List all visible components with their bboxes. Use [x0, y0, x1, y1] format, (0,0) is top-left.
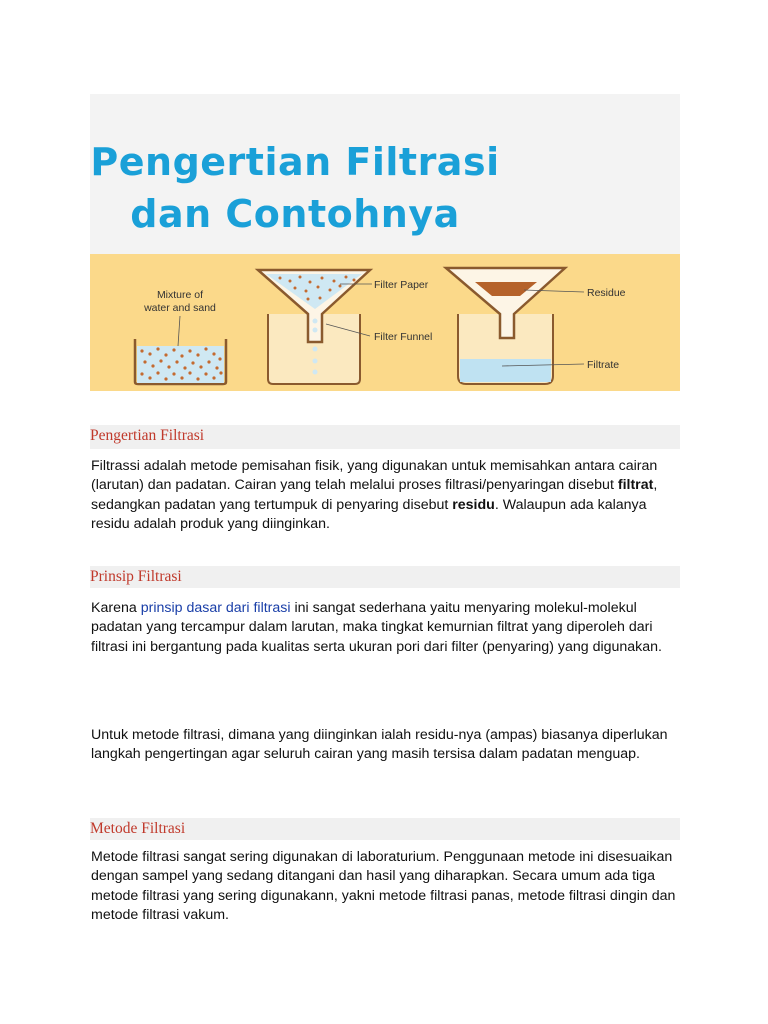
section-heading: Pengertian Filtrasi — [90, 427, 205, 444]
filtrate-label: Filtrate — [587, 359, 620, 371]
section-header-pengertian — [90, 425, 680, 449]
text-run: ini sangat sederhana yaitu menyaring molekul-molekul padatan yang tercampur dalam larutan, maka tingkat kemurnian filtrat yang diperoleh dari filtrasi ini bergantung pada kualitas serta ukuran pori dari filter (penyaring) yang digunakan. — [91, 600, 662, 655]
mixture-beaker — [135, 289, 226, 384]
section-heading: Prinsip Filtrasi — [90, 568, 182, 585]
residue-label: Residue — [587, 287, 626, 299]
filter-paper-label: Filter Paper — [374, 279, 429, 291]
text-run: , sedangkan padatan yang tertumpuk di penyaring disebut — [91, 477, 658, 513]
text-run: Karena — [91, 600, 141, 616]
section-header-metode — [90, 818, 680, 840]
filtration-illustration — [90, 254, 680, 391]
filtration-diagram — [90, 254, 680, 391]
paragraph-prinsip — [91, 599, 681, 657]
paragraph-prinsip-2: Untuk metode filtrasi, dimana yang diinginkan ialah residu-nya (ampas) biasanya diperlukan langkah pengertingan agar seluruh cairan yang masih tersisa dalam padatan menguap. — [91, 727, 668, 763]
banner-title-line-2: dan Contohnya — [130, 192, 460, 236]
bold-term-filtrat: filtrat — [617, 477, 654, 494]
text-run: Filtrassi adalah metode pemisahan fisik, yang digunakan untuk memisahkan antara cairan (larutan) dan padatan. Cairan yang telah melalui proses filtrasi/penyaringan disebut — [91, 458, 658, 494]
section-heading: Metode Filtrasi — [90, 820, 186, 837]
filter-funnel-label: Filter Funnel — [374, 331, 433, 343]
residue-filtrate-setup — [446, 268, 626, 384]
banner-image — [90, 94, 680, 391]
filter-funnel-setup — [258, 270, 432, 384]
prinsip-dasar-link[interactable]: prinsip dasar dari filtrasi — [140, 600, 291, 616]
text-run: . Walaupun ada kalanya residu adalah produk yang diinginkan. — [91, 496, 647, 532]
mixture-label-2: water and sand — [144, 302, 216, 314]
section-header-prinsip — [90, 566, 680, 588]
bold-term-residu: residu — [452, 496, 495, 513]
banner-title-line-1: Pengertian Filtrasi — [90, 140, 500, 184]
mixture-label-1: Mixture of — [156, 289, 204, 301]
paragraph-pengertian — [91, 457, 681, 534]
paragraph-metode: Metode filtrasi sangat sering digunakan di laboraturium. Penggunaan metode ini disesuaikan dengan sampel yang sedang ditangani dan hasil yang diharapkan. Secara umum ada tiga metode filtrasi yang sering digunakann, yakni metode filtrasi panas, metode filtrasi dingin dan metode filtrasi vakum. — [91, 849, 676, 923]
